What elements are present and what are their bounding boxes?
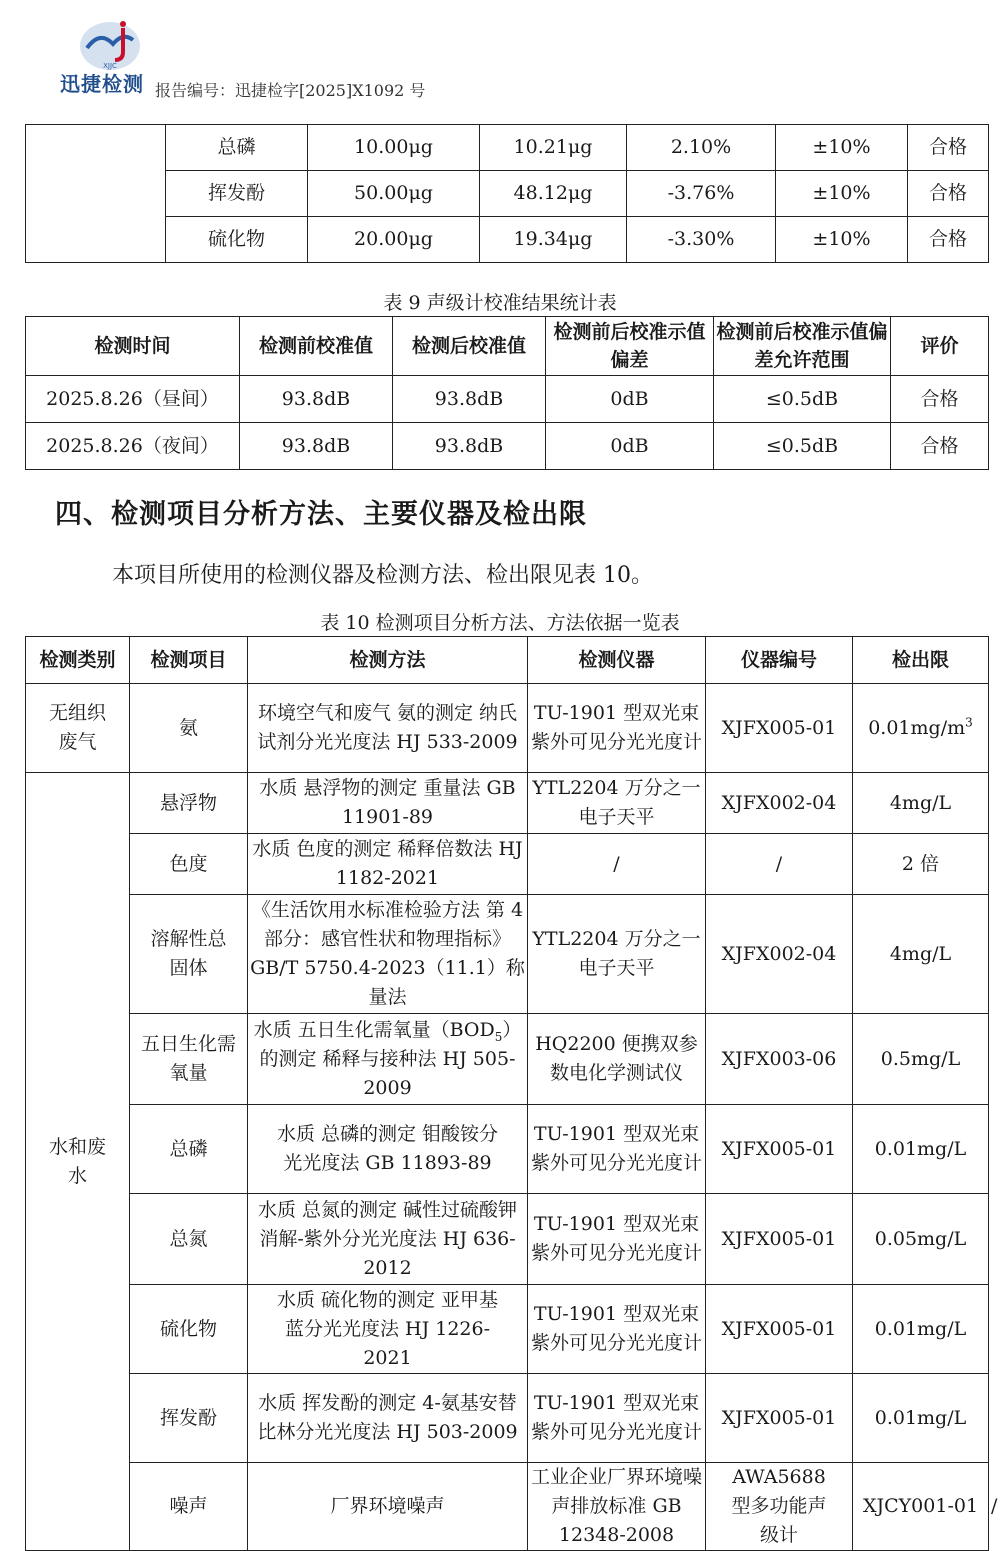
table-cell: 10.00μg: [308, 125, 480, 171]
table-cell: 合格: [908, 125, 989, 171]
instrument-cell: TU-1901 型双光束紫外可见分光光度计: [528, 684, 706, 773]
method-text-a: 水质 五日生化需氧量（BOD: [253, 1018, 495, 1041]
item-cell: 溶解性总固体: [130, 895, 248, 1014]
instrument-cell: TU-1901 型双光束紫外可见分光光度计: [528, 1374, 706, 1463]
table-row: [26, 773, 989, 834]
table-cell: 19.34μg: [480, 217, 627, 263]
limit-cell: 0.01mg/L: [853, 1374, 989, 1463]
method-cell: 《生活饮用水标准检验方法 第 4 部分：感官性状和物理指标》GB/T 5750.4-2023（11.1）称量法: [248, 895, 528, 1014]
method-subscript: 5: [494, 1029, 503, 1044]
limit-cell: 4mg/L: [853, 895, 989, 1014]
table-cell: 10.21μg: [480, 125, 627, 171]
item-cell: 氨: [130, 684, 248, 773]
limit-cell: 0.01mg/L: [853, 1105, 989, 1194]
table10-caption: 表 10 检测项目分析方法、方法依据一览表: [320, 612, 680, 634]
column-header: 检出限: [853, 637, 989, 684]
table-cell: 合格: [908, 171, 989, 217]
item-cell: 厂界环境噪声: [248, 1463, 528, 1551]
table-row: [26, 376, 989, 423]
code-cell: XJCY001-01: [853, 1463, 989, 1551]
limit-superscript: 3: [965, 715, 973, 730]
limit-cell: [853, 684, 989, 773]
table-cell: ≤0.5dB: [714, 376, 891, 423]
logo-text: 迅捷检测: [60, 72, 144, 96]
limit-cell: 0.5mg/L: [853, 1014, 989, 1105]
table-row: [26, 1014, 989, 1105]
table-cell: 93.8dB: [393, 423, 546, 470]
method-text-b: ）的测定 稀释与接种法 HJ 505-2009: [259, 1018, 522, 1099]
table-row: [26, 684, 989, 773]
column-header: 检测方法: [248, 637, 528, 684]
table-cell: 93.8dB: [393, 376, 546, 423]
instrument-cell: /: [528, 834, 706, 895]
table9-caption: 表 9 声级计校准结果统计表: [383, 292, 617, 314]
table-row: [26, 834, 989, 895]
instrument-cell: HQ2200 便携双参数电化学测试仪: [528, 1014, 706, 1105]
code-cell: XJFX002-04: [706, 773, 853, 834]
column-header: 检测前后校准示值偏差: [546, 317, 714, 376]
method-cell: 环境空气和废气 氨的测定 纳氏试剂分光光度法 HJ 533-2009: [248, 684, 528, 773]
table-row: [26, 1374, 989, 1463]
code-cell: XJFX002-04: [706, 895, 853, 1014]
code-cell: XJFX005-01: [706, 1194, 853, 1285]
table-header-row: [26, 637, 989, 684]
table9: [25, 316, 989, 470]
table-row: [26, 423, 989, 470]
category-cell: 噪声: [130, 1463, 248, 1551]
table-cell: ±10%: [776, 217, 908, 263]
table-cell: 50.00μg: [308, 171, 480, 217]
method-cell: 水质 色度的测定 稀释倍数法 HJ 1182-2021: [248, 834, 528, 895]
column-header: 检测项目: [130, 637, 248, 684]
table-cell: -3.30%: [627, 217, 776, 263]
column-header: 检测时间: [26, 317, 240, 376]
method-cell: [248, 1014, 528, 1105]
item-cell: 挥发酚: [130, 1374, 248, 1463]
instrument-cell: TU-1901 型双光束紫外可见分光光度计: [528, 1285, 706, 1374]
table-cell: 合格: [891, 423, 989, 470]
instrument-cell: AWA5688 型多功能声级计: [706, 1463, 853, 1551]
column-header: 仪器编号: [706, 637, 853, 684]
column-header: 检测前后校准示值偏差允许范围: [714, 317, 891, 376]
column-header: 检测后校准值: [393, 317, 546, 376]
table-cell: [26, 125, 166, 263]
column-header: 检测类别: [26, 637, 130, 684]
method-cell: 水质 挥发酚的测定 4-氨基安替比林分光光度法 HJ 503-2009: [248, 1374, 528, 1463]
table-cell: 总磷: [166, 125, 308, 171]
section-title: 四、检测项目分析方法、主要仪器及检出限: [55, 499, 587, 530]
continued-quality-table: [25, 124, 989, 263]
instrument-cell: TU-1901 型双光束紫外可见分光光度计: [528, 1105, 706, 1194]
logo-mark: XJJC: [103, 62, 117, 70]
table10: [25, 636, 998, 1551]
limit-cell: 4mg/L: [853, 773, 989, 834]
table-cell: 挥发酚: [166, 171, 308, 217]
table-row: [26, 125, 989, 171]
table-cell: ±10%: [776, 125, 908, 171]
table-cell: 2025.8.26（昼间）: [26, 376, 240, 423]
table-cell: 硫化物: [166, 217, 308, 263]
instrument-cell: YTL2204 万分之一电子天平: [528, 895, 706, 1014]
table-row: [26, 171, 989, 217]
code-cell: XJFX005-01: [706, 1374, 853, 1463]
table-cell: 合格: [891, 376, 989, 423]
code-cell: XJFX005-01: [706, 684, 853, 773]
code-cell: XJFX003-06: [706, 1014, 853, 1105]
table-cell: 93.8dB: [240, 376, 393, 423]
table-row: [26, 1194, 989, 1285]
table-row: [26, 217, 989, 263]
method-cell: 水质 总氮的测定 碱性过硫酸钾消解-紫外分光光度法 HJ 636-2012: [248, 1194, 528, 1285]
table-cell: 2.10%: [627, 125, 776, 171]
section-paragraph: 本项目所使用的检测仪器及检测方法、检出限见表 10。: [112, 563, 653, 588]
limit-cell: 0.05mg/L: [853, 1194, 989, 1285]
report-number: 报告编号：迅捷检字[2025]X1092 号: [155, 81, 426, 100]
column-header: 评价: [891, 317, 989, 376]
table-cell: 0dB: [546, 423, 714, 470]
table-cell: 2025.8.26（夜间）: [26, 423, 240, 470]
item-cell: 硫化物: [130, 1285, 248, 1374]
table-row: 噪声 厂界环境噪声 工业企业厂界环境噪声排放标准 GB 12348-2008 AWA5688 型多功能声级计 XJCY001-01 /: [26, 1463, 989, 1551]
column-header: 检测仪器: [528, 637, 706, 684]
table-cell: 48.12μg: [480, 171, 627, 217]
table-cell: -3.76%: [627, 171, 776, 217]
table-cell: 合格: [908, 217, 989, 263]
table-cell: ≤0.5dB: [714, 423, 891, 470]
table-header-row: [26, 317, 989, 376]
item-cell: 总氮: [130, 1194, 248, 1285]
method-cell: 水质 硫化物的测定 亚甲基蓝分光光度法 HJ 1226-2021: [248, 1285, 528, 1374]
table-cell: ±10%: [776, 171, 908, 217]
item-cell: 色度: [130, 834, 248, 895]
table-cell: 20.00μg: [308, 217, 480, 263]
table-row: [26, 1105, 989, 1194]
method-cell: 水质 悬浮物的测定 重量法 GB 11901-89: [248, 773, 528, 834]
table-row: [26, 895, 989, 1014]
code-cell: /: [706, 834, 853, 895]
table-row: [26, 1285, 989, 1374]
method-cell: 水质 总磷的测定 钼酸铵分光光度法 GB 11893-89: [248, 1105, 528, 1194]
table-cell: 0dB: [546, 376, 714, 423]
code-cell: XJFX005-01: [706, 1105, 853, 1194]
limit-cell: 2 倍: [853, 834, 989, 895]
table-cell: 93.8dB: [240, 423, 393, 470]
category-cell: 水和废水: [26, 773, 130, 1551]
item-cell: 五日生化需氧量: [130, 1014, 248, 1105]
column-header: 检测前校准值: [240, 317, 393, 376]
item-cell: 悬浮物: [130, 773, 248, 834]
category-cell: 无组织废气: [26, 684, 130, 773]
instrument-cell: TU-1901 型双光束紫外可见分光光度计: [528, 1194, 706, 1285]
page-header: [55, 8, 995, 98]
instrument-cell: YTL2204 万分之一电子天平: [528, 773, 706, 834]
method-cell: 工业企业厂界环境噪声排放标准 GB 12348-2008: [528, 1463, 706, 1551]
limit-value: 0.01mg/m: [868, 716, 966, 739]
item-cell: 总磷: [130, 1105, 248, 1194]
limit-cell: 0.01mg/L: [853, 1285, 989, 1374]
code-cell: XJFX005-01: [706, 1285, 853, 1374]
